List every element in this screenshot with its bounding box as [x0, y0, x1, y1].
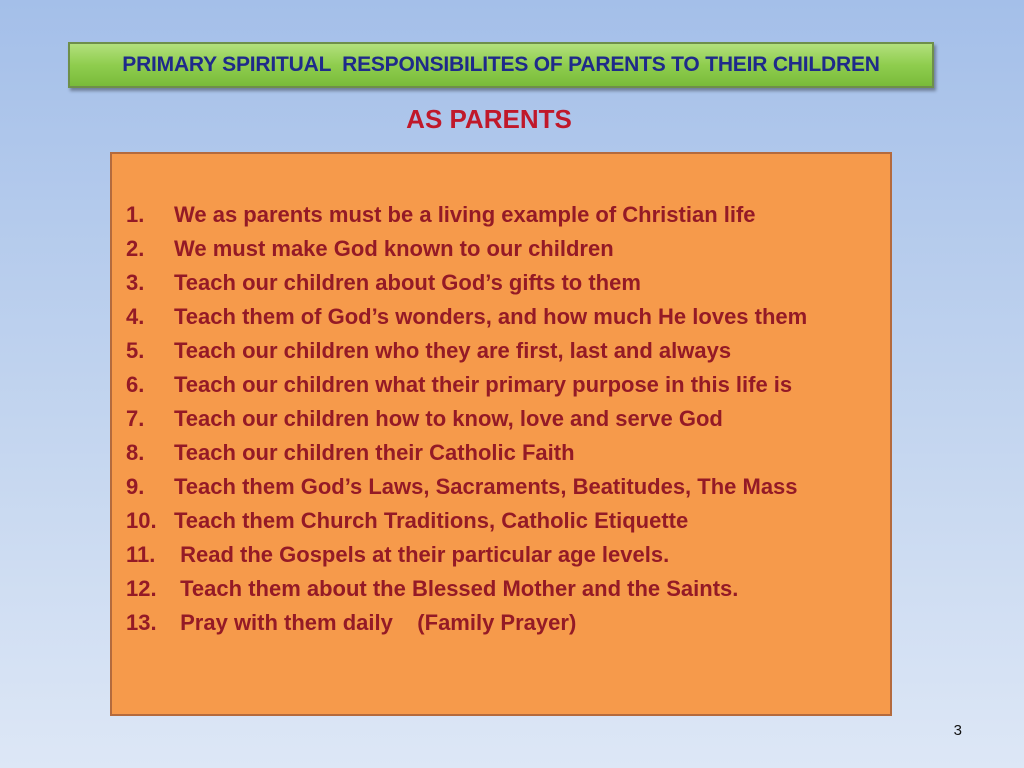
item-number: 6.	[126, 372, 145, 397]
item-number: 12.	[126, 576, 157, 601]
item-number: 4.	[126, 304, 145, 329]
list-item	[126, 436, 878, 470]
item-number: 7.	[126, 406, 145, 431]
list-item	[126, 334, 878, 368]
item-number: 11.	[126, 542, 156, 567]
item-text: We as parents must be a living example of Christian life	[174, 202, 756, 227]
item-text: Teach our children who they are first, last and always	[174, 338, 732, 363]
list-item	[126, 572, 878, 606]
slide-subtitle: AS PARENTS	[406, 104, 572, 134]
item-text: Pray with them daily (Family Prayer)	[174, 610, 577, 635]
item-number: 3.	[126, 270, 145, 295]
item-text: Teach our children how to know, love and serve God	[174, 406, 723, 431]
item-text: Teach our children about God’s gifts to them	[174, 270, 641, 295]
page-number: 3	[953, 722, 962, 739]
item-text: Teach our children what their primary purpose in this life is	[174, 372, 793, 397]
list-item	[126, 266, 878, 300]
item-text: Teach them of God’s wonders, and how much He loves them	[174, 304, 808, 329]
list-item	[126, 504, 878, 538]
responsibilities-list	[126, 198, 878, 640]
item-number: 1.	[126, 202, 145, 227]
item-number: 10.	[126, 508, 157, 533]
list-item	[126, 402, 878, 436]
list-item	[126, 368, 878, 402]
list-item	[126, 232, 878, 266]
item-text: Teach them God’s Laws, Sacraments, Beatitudes, The Mass	[174, 474, 798, 499]
list-item	[126, 198, 878, 232]
list-item	[126, 538, 878, 572]
item-number: 13.	[126, 610, 157, 635]
responsibilities-box	[110, 152, 892, 716]
title-banner	[68, 42, 934, 88]
item-number: 8.	[126, 440, 145, 465]
item-number: 9.	[126, 474, 145, 499]
item-text: Read the Gospels at their particular age levels.	[174, 542, 670, 567]
item-number: 2.	[126, 236, 145, 261]
list-item	[126, 300, 878, 334]
list-item	[126, 470, 878, 504]
item-text: Teach our children their Catholic Faith	[174, 440, 575, 465]
list-item	[126, 606, 878, 640]
item-number: 5.	[126, 338, 145, 363]
slide-title: PRIMARY SPIRITUAL RESPONSIBILITES OF PARENTS TO THEIR CHILDREN	[122, 53, 880, 76]
item-text: Teach them Church Traditions, Catholic Etiquette	[174, 508, 689, 533]
item-text: We must make God known to our children	[174, 236, 614, 261]
item-text: Teach them about the Blessed Mother and the Saints.	[174, 576, 739, 601]
